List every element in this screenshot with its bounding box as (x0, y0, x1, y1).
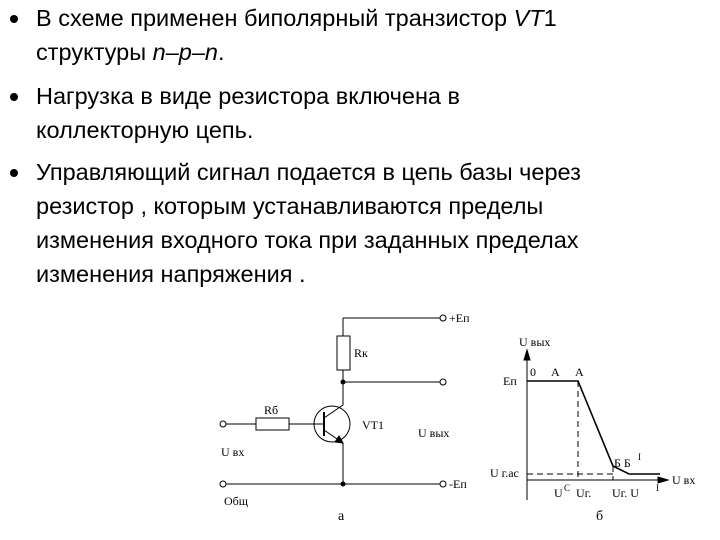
text: В схеме применен биполярный транзистор (36, 5, 514, 31)
y-axis-label: U вых (519, 335, 551, 349)
transfer-characteristic-graph (524, 350, 668, 500)
text-italic: n–p–n (152, 39, 218, 65)
u-ras-label: U г.ас (490, 466, 519, 480)
text: 1 (543, 5, 557, 31)
collector-resistor (337, 336, 350, 370)
vt1-label: VT1 (362, 418, 384, 432)
output-top-terminal (440, 379, 446, 385)
text: коллекторную цепь. (36, 117, 254, 143)
text: изменения входного тока при заданных пределах (36, 227, 579, 253)
x-tick-prime: I (656, 483, 659, 493)
common-terminal (220, 481, 226, 487)
x-axis-label: U вх (672, 473, 696, 487)
point-a-prime-label: A (575, 365, 584, 379)
origin-label: 0 (530, 365, 536, 379)
text: резистор , которым устанавливаются пределы (36, 193, 544, 219)
minus-ep-label: -Eп (449, 477, 467, 491)
point-b-label: Б Б (614, 456, 631, 470)
text-italic: VT (513, 5, 544, 31)
ep-label: Eп (503, 374, 517, 388)
x-tick-uc: U (554, 486, 563, 500)
plus-ep-label: +Eп (449, 311, 470, 325)
point-a-label: A (551, 365, 560, 379)
caption-a: а (338, 509, 345, 524)
caption-b: б (596, 509, 604, 524)
text: изменения напряжения . (36, 261, 306, 287)
rk-label: Rк (354, 346, 368, 360)
graph-labels (490, 335, 695, 524)
u-out-label: U вых (418, 426, 450, 440)
minus-ep-terminal (440, 481, 446, 487)
x-axis-arrow (658, 477, 668, 483)
plus-ep-terminal (440, 315, 446, 321)
point-b-prime-label: I (638, 452, 641, 462)
junction-dot (341, 482, 345, 486)
x-tick-uc-sup: C (564, 483, 571, 493)
common-label: Общ (224, 494, 249, 508)
text: . (217, 39, 225, 65)
input-terminal (220, 421, 226, 427)
base-resistor (256, 418, 289, 430)
u-in-label: U вх (221, 445, 245, 459)
transistor-switch-circuit (220, 315, 446, 487)
junction-dot (341, 380, 345, 384)
text: Управляющий сигнал подается в цепь базы через (36, 159, 581, 185)
x-tick-ug: Uг. (576, 486, 592, 500)
y-axis-arrow (524, 350, 530, 360)
rb-label: Rб (264, 403, 279, 417)
x-tick-ug2: Uг. U (612, 486, 639, 500)
text: структуры (36, 39, 153, 65)
text: Нагрузка в виде резистора включена в (36, 83, 461, 109)
